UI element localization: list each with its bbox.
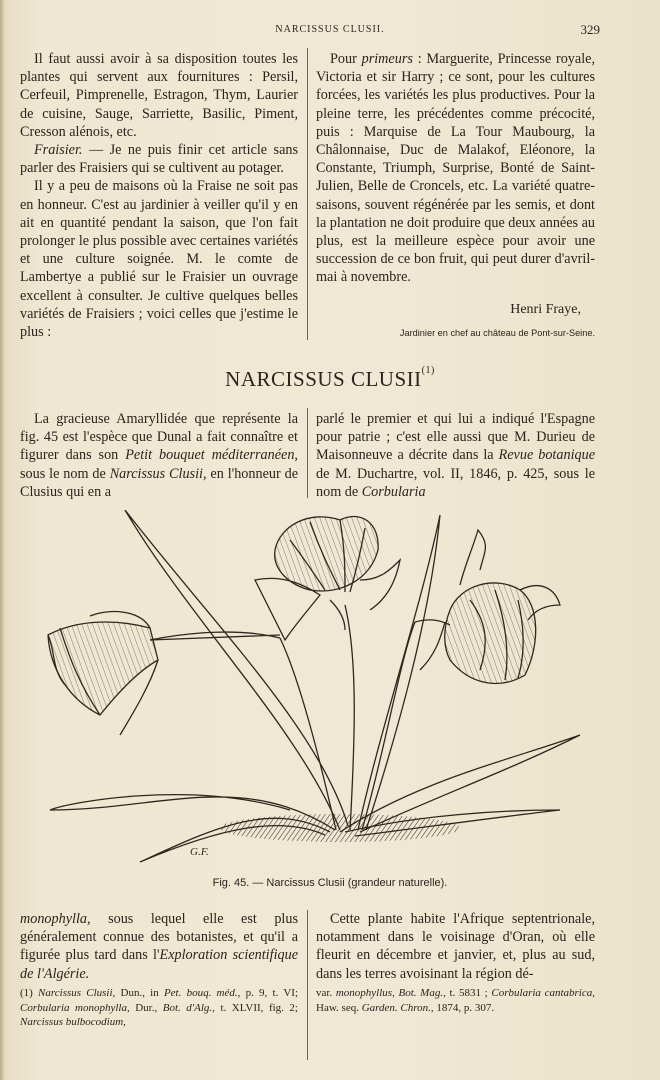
footnote-ref: (1) [421, 365, 435, 376]
column-divider-top [307, 48, 308, 340]
fraisier-heading: Fraisier. [34, 142, 83, 159]
author-signature: Henri Fraye, [510, 301, 581, 317]
figure-caption: Fig. 45. — Narcissus Clusii (grandeur naturelle). [212, 877, 448, 889]
engraver-mark: G.F. [190, 846, 209, 858]
bottom-left-column [20, 910, 298, 983]
paragraph-habitat: Cette plante habite l'Afrique septentrionale, notamment dans le voisinage d'Oran, où elle fleurit en décembre et janvier, et, plus au sud, dans les terres avoisinant la région dé- [316, 911, 595, 982]
page-number: 329 [580, 22, 600, 37]
top-left-column [20, 50, 298, 341]
paragraph-herbs: Il faut aussi avoir à sa disposition toutes les plantes qui servent aux fournitures : Persil, Cerfeuil, Pimprenelle, Estragon, Thym, Laurier de cuisine, Sauge, Sarriette, Basilic, Piment, Cresson alénois, etc. [20, 51, 298, 140]
footnote-right: var. monophyllus, Bot. Mag., t. 5831 ; Corbularia cantabrica, Haw. seq. Garden. Chron., 1874, p. 307. [316, 987, 595, 1014]
top-right-column [316, 50, 595, 342]
author-title: Jardinier en chef au château de Pont-sur-Seine. [399, 327, 595, 338]
paragraph-varieties: Pour primeurs : Marguerite, Princesse royale, Victoria et sir Harry ; ce sont, pour les cultures forcées, les variétés les plus productives. Pour la pleine terre, les précédentes comme précocité, puis : Marquise de La Tour Maubourg, la Châlonnaise, Duc de Malakof, Eléonore, la Constante, Triumph, Surprise, Bonté de Saint-Julien, Belle de Croncels, etc. La variété quatre-saisons, souvent régénérée par les semis, et dont la plantation ne doit produire que deux années au plus, est la meilleure espèce pour avoir une succession de ce bon fruit, qui peut durer d'avril-mai à novembre. [316, 51, 595, 286]
article-title: NARCISSUS CLUSII$^{(1)}$ [225, 365, 435, 391]
book-spine-shadow [0, 0, 5, 1080]
right-flower [420, 530, 560, 683]
left-flower [48, 612, 280, 735]
paragraph-intro: La gracieuse Amaryllidée que représente la fig. 45 est l'espèce que Dunal a fait connaître et figurer dans son Petit bouquet méditerranéen, sous le nom de Narcissus Clusii, en l'honneur de Clusius qui en a [20, 411, 298, 500]
footnote-left: (1) Narcissus Clusii, Dun., in Pet. bouq. méd., p. 9, t. VI; Corbularia monophylla, Dur., Bot. d'Alg., t. XLVII, fig. 2; Narcissus bulbocodium, [20, 987, 299, 1028]
paragraph-fraisier: Fraisier. — Je ne puis finir cet article sans parler des Fraisiers qui se cultivent au potager. [20, 142, 298, 177]
mid-right-column [316, 410, 595, 501]
paragraph-fraise: Il y a peu de maisons où la Fraise ne soit pas en honneur. C'est au jardinier à veiller qu'il y en ait en quantité pendant la saison, que l'on fait prolonger le plus possible avec certaines variétés et une culture soignée. M. le comte de Lambertye a publié sur le Fraisier un ouvrage excellent à consulter. Je cultive quelques belles variétés de Fraisiers ; voici celles que j'estime le plus : [20, 178, 298, 341]
paragraph-monophylla: monophylla, sous lequel elle est plus généralement connue des botanistes, et qu'il a figurée plus tard dans l'Exploration scientifique de l'Algérie. [20, 911, 298, 982]
paragraph-intro-cont: parlé le premier et qui lui a indiqué l'Espagne pour patrie ; c'est elle aussi que M. Durieu de Maisonneuve a décrite dans la Revue botanique de M. Duchartre, vol. II, 1846, p. 425, sous le nom de Corbularia [316, 411, 595, 500]
running-head [0, 22, 660, 38]
column-divider-mid [307, 408, 308, 498]
narcissus-engraving [40, 510, 600, 870]
top-flower [255, 517, 400, 640]
column-divider-bottom [307, 910, 308, 1060]
bottom-right-column [316, 910, 595, 983]
mid-left-column [20, 410, 298, 501]
running-title: NARCISSUS CLUSII. [275, 24, 385, 35]
